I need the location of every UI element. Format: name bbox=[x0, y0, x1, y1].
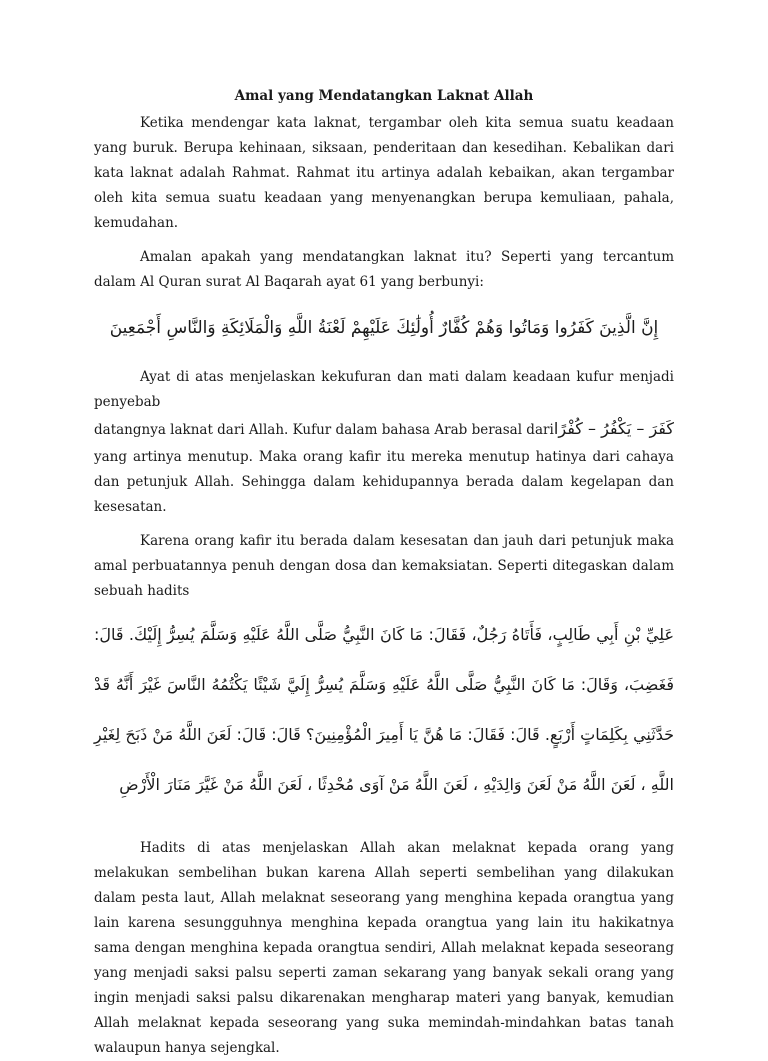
quran-verse: إِنَّ الَّذِينَ كَفَرُوا وَمَاتُوا وَهُمْ كُفَّارٌ أُولَٰئِكَ عَلَيْهِمْ لَعْنَةُ اللَّهِ وَالْمَلَائِكَةِ وَالنَّاسِ أَجْمَعِينَ bbox=[109, 318, 659, 338]
document-title: Amal yang Mendatangkan Laknat Allah bbox=[234, 88, 534, 104]
paragraph-conclusion: Hadits di atas menjelaskan Allah akan melaknat kepada orang yang melakukan sembelihan bukan karena Allah seperti sembelihan yang dilakukan dalam pesta laut, Allah melaknat seseorang yang menghina kepada orangtua yang lain karena sesungguhnya menghina kepada orangtua yang lain itu hakikatnya sama dengan menghina kepada orangtua sendiri, Allah melaknat kepada seseorang yang menjadi saksi palsu seperti zaman sekarang yang banyak sekali orang yang ingin menjadi saksi palsu dikarenakan mengharap materi yang banyak, kemudian Allah melaknat kepada seseorang yang suka memindah-mindahkan batas tanah walaupun hanya sejengkal. bbox=[94, 840, 674, 1056]
explanation-text: datangnya laknat dari Allah. Kufur dalam bahasa Arab berasal dari bbox=[94, 422, 554, 438]
paragraph-hadith-intro: Karena orang kafir itu berada dalam kesesatan dan jauh dari petunjuk maka amal perbuatannya penuh dengan dosa dan kemaksiatan. Seperti ditegaskan dalam sebuah hadits bbox=[94, 533, 674, 599]
paragraph-explanation-line1: Ayat di atas menjelaskan kekufuran dan mati dalam keadaan kufur menjadi penyebab bbox=[94, 369, 674, 410]
arabic-root-word: كَفَرَ – يَكْفُرُ – كُفْرًا bbox=[553, 419, 674, 438]
hadith-text: عَلِيِّ بْنِ أَبِي طَالِبٍ، فَأَتَاهُ رَجُلٌ، فَقَالَ: مَا كَانَ النَّبِيُّ صَلَّى اللَّهُ عَلَيْهِ وَسَلَّمَ يُسِرُّ إِلَيْكَ. قَالَ: فَغَضِبَ، وَقَالَ: مَا كَانَ النَّبِيُّ صَلَّى اللَّهُ عَلَيْهِ وَسَلَّمَ يُسِرُّ إِلَيَّ شَيْئًا يَكْتُمُهُ النَّاسَ غَيْرَ أَنَّهُ قَدْ حَدَّثَنِي بِكَلِمَاتٍ أَرْبَعٍ. قَالَ: فَقَالَ: مَا هُنَّ يَا أَمِيرَ الْمُؤْمِنِينَ؟ قَالَ: قَالَ: لَعَنَ اللَّهُ مَنْ ذَبَحَ لِغَيْرِ اللَّهِ ، لَعَنَ اللَّهُ مَنْ لَعَنَ وَالِدَيْهِ ، لَعَنَ اللَّهُ مَنْ آوَى مُحْدِثًا ، لَعَنَ اللَّهُ مَنْ غَيَّرَ مَنَارَ الْأَرْضِ bbox=[94, 625, 674, 794]
paragraph-intro: Ketika mendengar kata laknat, tergambar oleh kita semua suatu keadaan yang buruk. Berupa kehinaan, siksaan, penderitaan dan kesedihan. Kebalikan dari kata laknat adalah Rahmat. Rahmat itu artinya adalah kebaikan, akan tergambar oleh kita semua suatu keadaan yang menyenangkan berupa kemuliaan, pahala, kemudahan. bbox=[94, 115, 674, 231]
paragraph-explanation-rest: yang artinya menutup. Maka orang kafir itu mereka menutup hatinya dari cahaya dan petunjuk Allah. Sehingga dalam kehidupannya berada dalam kegelapan dan kesesatan. bbox=[94, 449, 674, 515]
paragraph-explanation-line2 bbox=[94, 415, 674, 445]
paragraph-question: Amalan apakah yang mendatangkan laknat itu? Seperti yang tercantum dalam Al Quran surat Al Baqarah ayat 61 yang berbunyi: bbox=[94, 249, 674, 290]
